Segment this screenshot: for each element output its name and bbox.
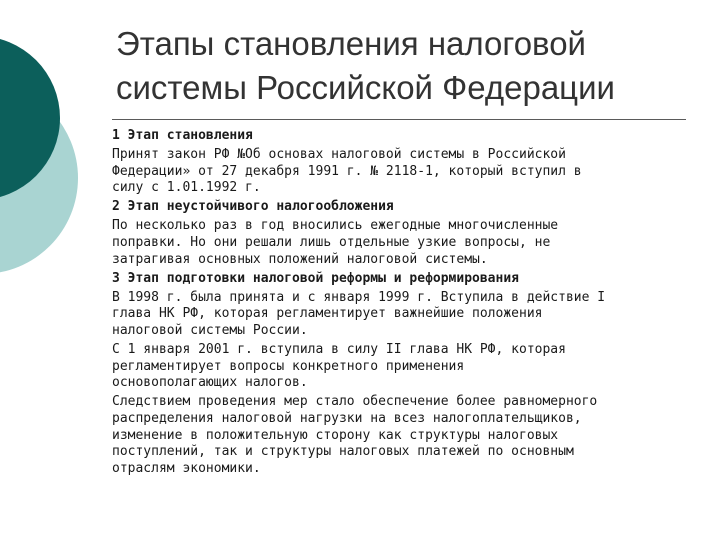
slide-title: [116, 22, 706, 110]
stage-3-text-2001: С 1 января 2001 г. вступила в силу II глава НК РФ, которая регламентирует вопросы конкретного применения основополагающих налогов.: [112, 342, 566, 391]
stage-2-heading: 2 Этап неустойчивого налогообложения: [112, 199, 394, 215]
decorative-circles: [0, 0, 110, 300]
stage-1-heading: 1 Этап становления: [112, 128, 253, 143]
title-line-2: системы Российской Федерации: [116, 69, 615, 106]
conclusion-text: Следствием проведения мер стало обеспечение более равномерного распределения налоговой нагрузки на всез налогоплательщиков, изменение в положительную сторону как структуры налоговых поступлений, так и структуры налоговых платежей по основным отраслям экономики.: [112, 394, 598, 476]
stage-2-text: По несколько раз в год вносились ежегодные многочисленные поправки. Но они решали лишь отдельные узкие вопросы, не затрагивая основных положений налоговой системы.: [112, 218, 559, 267]
slide-body: [112, 128, 697, 480]
title-divider: [112, 119, 686, 120]
stage-1-text: Принят закон РФ №Об основах налоговой системы в Российской Федерации» от 27 декабря 1991 г. № 2118-1, который вступил в силу с 1.01.1992 г.: [112, 147, 582, 196]
title-line-1: Этапы становления налоговой: [116, 25, 586, 62]
stage-3-heading: 3 Этап подготовки налоговой реформы и реформирования: [112, 270, 519, 286]
stage-3-text-1998: В 1998 г. была принята и с января 1999 г. Вступила в действие I глава НК РФ, которая регламентирует важнейшие положения налоговой системы России.: [112, 289, 606, 339]
